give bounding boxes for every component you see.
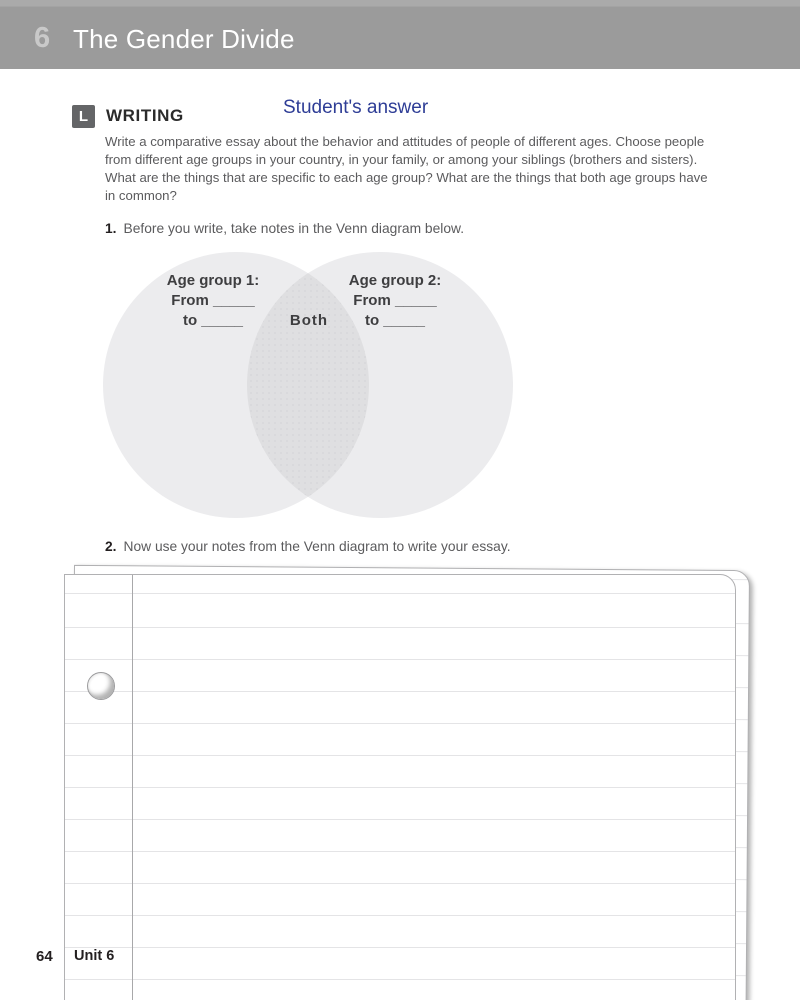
footer-unit-label: Unit 6 xyxy=(74,948,115,964)
page-number: 64 xyxy=(36,948,53,965)
age-group-2-to-blank[interactable]: to _____ xyxy=(364,312,426,329)
exercise-type-badge: L xyxy=(72,105,95,128)
venn-both-label: Both xyxy=(289,312,329,329)
step-2-number: 2. xyxy=(105,539,117,554)
punch-hole xyxy=(87,672,115,700)
age-group-2-from-blank[interactable]: From _____ xyxy=(353,292,437,309)
venn-diagram xyxy=(98,252,518,518)
age-group-1-to-blank[interactable]: to _____ xyxy=(182,312,244,329)
step-1 xyxy=(105,221,464,236)
unit-header-bar xyxy=(0,0,800,69)
notebook-margin-line xyxy=(132,575,133,1000)
writing-prompt: Write a comparative essay about the behavior and attitudes of people of different ages. Choose people from different age groups in your country, in your family, or among your siblings (brothers and sisters). What are the things that are specific to each age group? What are the things that both age groups have in common? xyxy=(105,134,708,203)
age-group-2-title: Age group 2: xyxy=(348,272,442,289)
step-2 xyxy=(105,539,511,554)
unit-number: 6 xyxy=(34,22,51,54)
age-group-1-title: Age group 1: xyxy=(166,272,260,289)
step-2-text: Now use your notes from the Venn diagram to write your essay. xyxy=(123,539,511,554)
section-heading: WRITING xyxy=(106,106,184,125)
unit-title: The Gender Divide xyxy=(73,24,295,54)
notebook-writing-page[interactable] xyxy=(64,574,736,1000)
age-group-1-from-blank[interactable]: From _____ xyxy=(171,292,255,309)
step-1-number: 1. xyxy=(105,221,117,236)
student-answer-annotation: Student's answer xyxy=(283,97,429,118)
step-1-text: Before you write, take notes in the Venn diagram below. xyxy=(123,221,465,236)
